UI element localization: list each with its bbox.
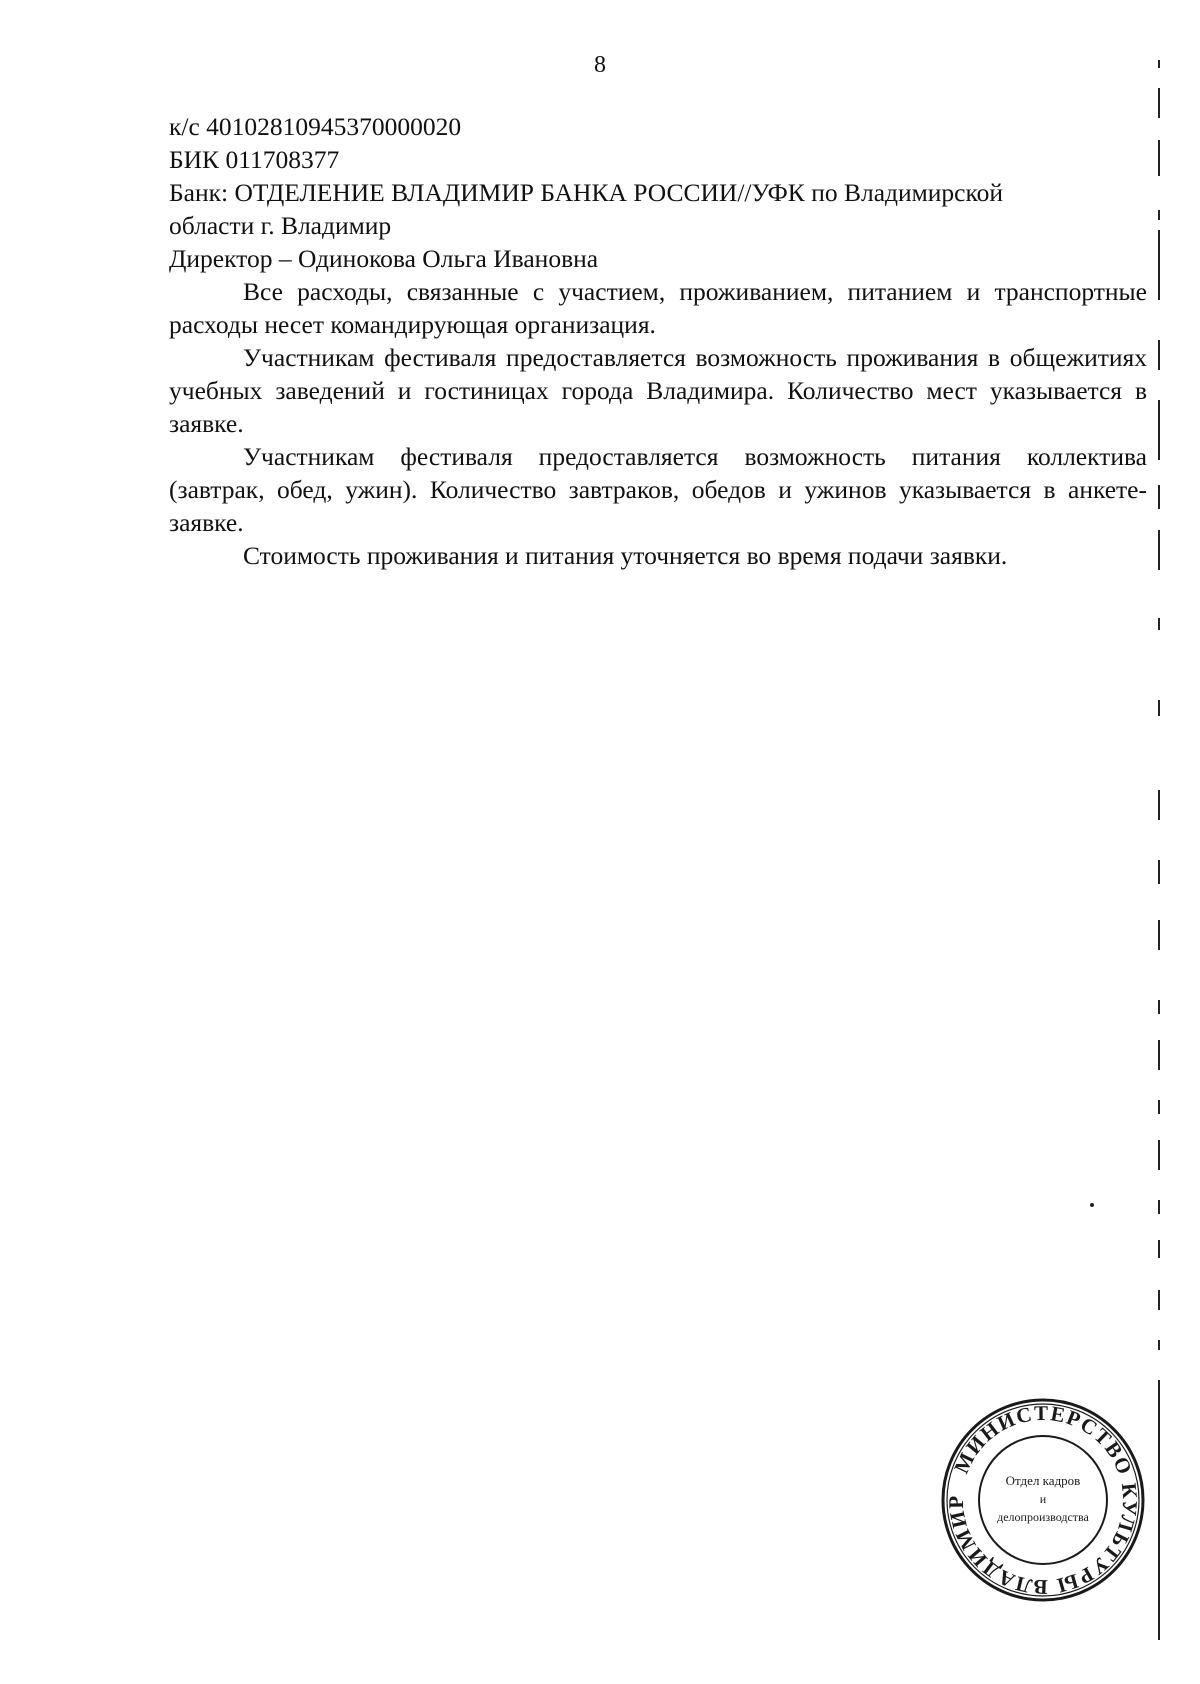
account-line: к/с 40102810945370000020	[169, 112, 462, 141]
paragraph-expenses: Все расходы, связанные с участием, проживанием, питанием и транспортные расходы несет командирующая организация.	[169, 277, 1147, 339]
paragraph-cost: Стоимость проживания и питания уточняется во время подачи заявки.	[243, 541, 1008, 570]
bik-line: БИК 011708377	[169, 145, 340, 174]
stamp-seal	[938, 1395, 1148, 1605]
bank-line-1: Банк: ОТДЕЛЕНИЕ ВЛАДИМИР БАНКА РОССИИ//УФК по Владимирской	[169, 178, 1003, 207]
stamp-ring-text: МИНИСТЕРСТВО КУЛЬТУРЫ ВЛАДИМИР	[943, 1400, 1143, 1600]
director-line: Директор – Одинокова Ольга Ивановна	[169, 244, 599, 273]
official-stamp	[938, 1395, 1148, 1605]
stamp-center-line-3: делопроизводства	[997, 1510, 1089, 1524]
document-body	[169, 110, 1147, 572]
paragraph-accommodation: Участникам фестиваля предоставляется возможность проживания в общежитиях учебных заведений и гостиницах города Владимира. Количество мест указывается в заявке.	[169, 343, 1147, 438]
paragraph-meals: Участникам фестиваля предоставляется возможность питания коллектива (завтрак, обед, ужин). Количество завтраков, обедов и ужинов указывается в анкете-заявке.	[169, 442, 1147, 537]
stamp-center-line-2: и	[1039, 1492, 1047, 1506]
scan-edge-marks	[1158, 40, 1162, 1680]
ink-dot	[1090, 1203, 1094, 1207]
bank-line-2: области г. Владимир	[169, 211, 392, 240]
page-number: 8	[594, 52, 606, 78]
stamp-center-line-1: Отдел кадров	[1005, 1473, 1081, 1488]
